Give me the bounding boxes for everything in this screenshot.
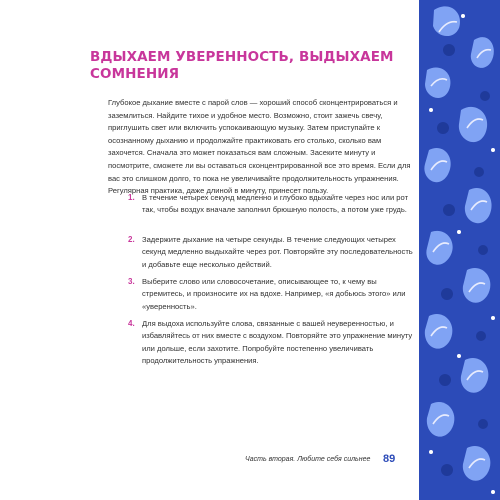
leaf-pattern-icon (419, 0, 500, 500)
step-number: 1. (128, 193, 135, 202)
page-number: 89 (383, 453, 396, 465)
step-number: 3. (128, 277, 135, 286)
step-text: В течение четырех секунд медленно и глубоко вдыхайте через нос или рот так, чтобы воздух вначале заполнил брюшную полость, а потом уже грудь. (142, 193, 409, 215)
step-text: Задержите дыхание на четыре секунды. В течение следующих четырех секунд медленно выдыхайте через рот. Повторяйте эту последовательность и добавьте еще несколько действий. (142, 235, 413, 269)
intro-paragraph: Глубокое дыхание вместе с парой слов — хороший способ сконцентрироваться и заземлиться. Найдите тихое и удобное место. Возможно, стоит зажечь свечу, приглушить свет или включить успокаивающую музыку. Затем приступайте к осознанному дыханию и продолжайте практиковать его столько, сколько вам захочется. Сначала это может показаться вам сложным. Засеките минуту и посмотрите, сможете ли вы оставаться сконцентрированной все это время. Если для вас это слишком долго, то пока не увеличивайте продолжительность упражнения. Регулярная практика, даже длиной в минуту, принесет пользу. (108, 98, 411, 196)
page-title: ВДЫХАЕМ УВЕРЕННОСТЬ, ВЫДЫХАЕМ СОМНЕНИЯ (90, 49, 394, 82)
step-number: 4. (128, 319, 135, 328)
decorative-band (419, 0, 500, 500)
step-number: 2. (128, 235, 135, 244)
step-text: Выберите слово или словосочетание, описывающее то, к чему вы стремитесь, и произносите их на вдохе. Например, «я добьюсь этого» или «уверенность». (142, 277, 406, 311)
running-head: Часть вторая. Любите себя сильнее (245, 456, 371, 463)
step-text: Для выдоха используйте слова, связанные с вашей неуверенностью, и избавляйтесь от них вместе с воздухом. Повторяйте это упражнение минуту или дольше, если захотите. Попробуйте постепенно увеличивать продолжительность упражнения. (142, 319, 413, 366)
